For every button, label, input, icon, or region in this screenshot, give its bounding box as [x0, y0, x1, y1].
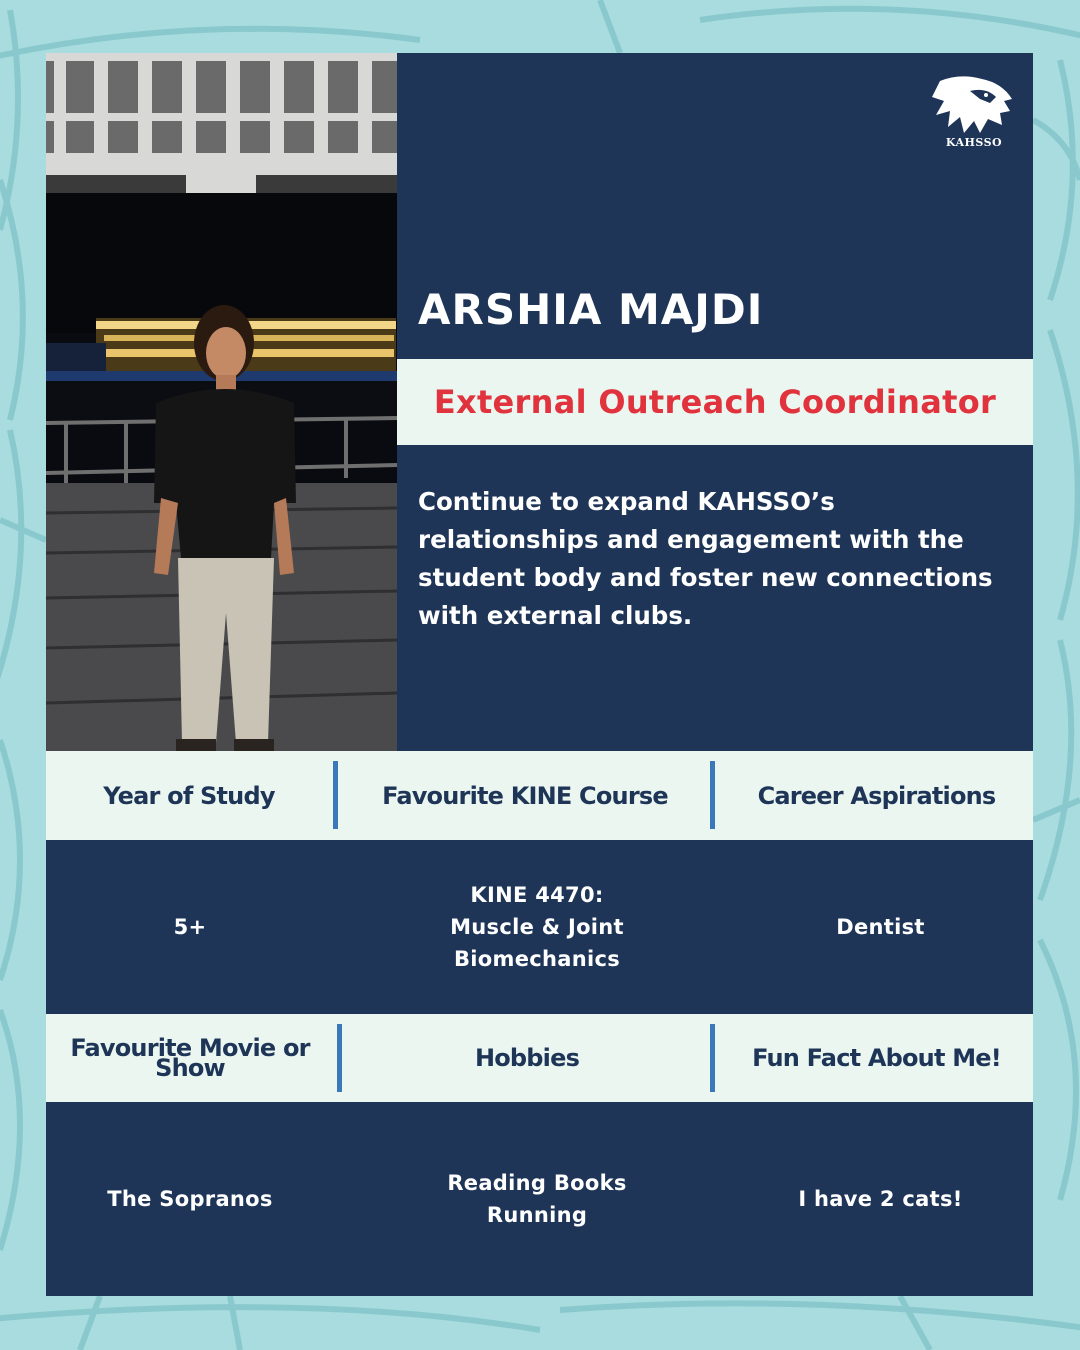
info-value-row-1 — [46, 840, 1033, 1014]
value-favourite-course: KINE 4470: Muscle & Joint Biomechanics — [450, 883, 624, 971]
info-header-row-2 — [46, 1014, 1033, 1102]
value-favourite-movie: The Sopranos — [107, 1187, 273, 1211]
value-year-of-study: 5+ — [173, 915, 207, 939]
value-career-aspirations: Dentist — [836, 915, 925, 939]
info-value-row-2 — [46, 1102, 1033, 1296]
kahsso-logo — [930, 73, 1018, 151]
profile-description: Continue to expand KAHSSO’s relationships and engagement with the student body and foster new connections with external clubs. — [418, 487, 993, 630]
header-career-aspirations: Career Aspirations — [757, 781, 996, 810]
profile-name: ARSHIA MAJDI — [418, 285, 764, 334]
value-hobbies: Reading Books Running — [447, 1171, 627, 1227]
info-header-row-1 — [46, 751, 1033, 840]
logo-text: KAHSSO — [945, 136, 1003, 149]
role-band — [397, 359, 1033, 445]
header-favourite-movie: Favourite Movie or Show — [70, 1034, 310, 1082]
profile-photo — [46, 53, 397, 751]
header-favourite-course: Favourite KINE Course — [382, 781, 668, 810]
profile-role: External Outreach Coordinator — [433, 383, 997, 421]
profile-card — [46, 53, 1033, 1296]
header-fun-fact: Fun Fact About Me! — [752, 1044, 1001, 1072]
header-year-of-study: Year of Study — [103, 781, 275, 810]
lion-icon — [930, 73, 1018, 137]
value-fun-fact: I have 2 cats! — [798, 1187, 963, 1211]
header-hobbies: Hobbies — [474, 1044, 580, 1072]
